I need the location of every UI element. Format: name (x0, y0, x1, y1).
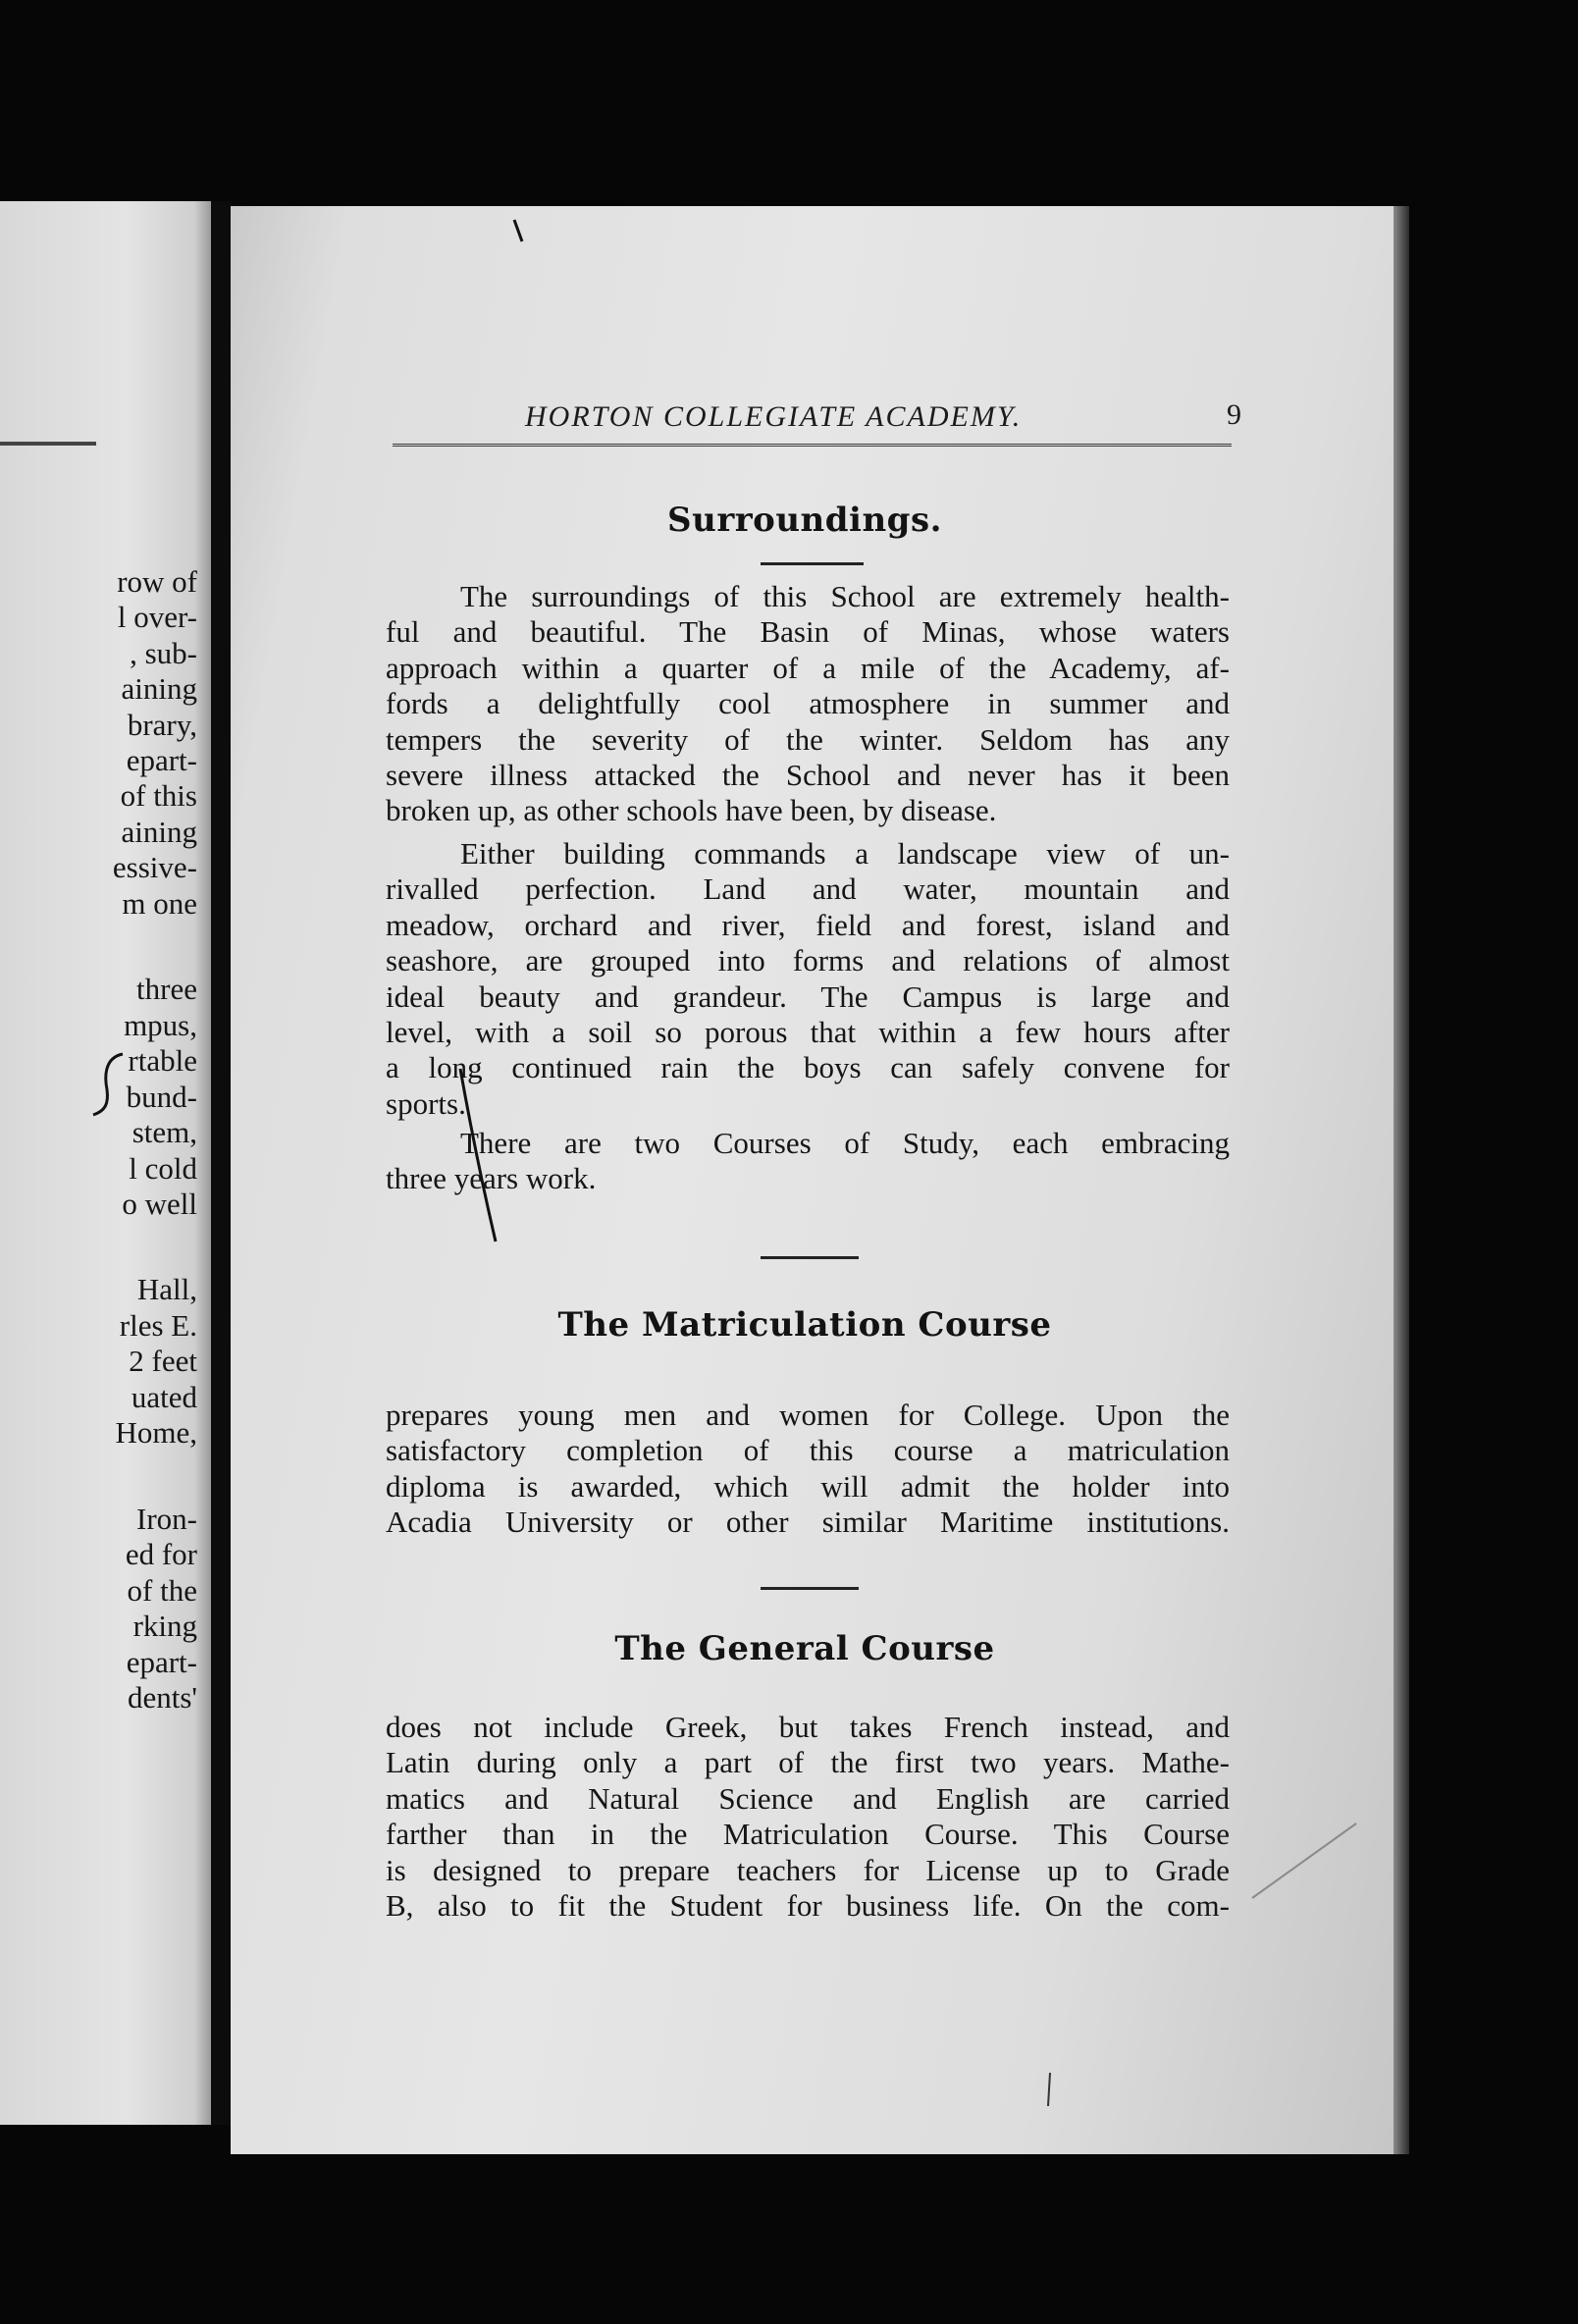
book-gutter (211, 201, 231, 2125)
left-page-fragment: Home, (115, 1415, 197, 1450)
left-page-fragment: l over- (117, 600, 197, 634)
text-line: matics and Natural Science and English are carried (386, 1780, 1230, 1816)
text-line: severe illness attacked the School and never has it been (386, 758, 1230, 793)
text-line: tempers the severity of the winter. Seldom has any (386, 721, 1230, 757)
text-line: broken up, as other schools have been, by disease. (386, 793, 997, 828)
left-page-fragment: rtable (128, 1043, 197, 1078)
left-page-fragment: 2 feet (129, 1344, 197, 1378)
left-page-fragment: dents' (127, 1680, 197, 1715)
heading-matriculation-course: The Matriculation Course (557, 1305, 1052, 1345)
left-page-fragment: row of (117, 564, 197, 599)
left-page-fragment: rking (132, 1609, 197, 1643)
text-line: three years work. (386, 1161, 597, 1196)
page-number: 9 (1227, 398, 1241, 431)
section-divider-1 (761, 1256, 859, 1259)
left-facing-page (0, 201, 211, 2125)
heading-general-course: The General Course (614, 1629, 995, 1668)
text-line: satisfactory completion of this course a matriculation (386, 1433, 1230, 1468)
left-page-fragment: bund- (126, 1080, 197, 1114)
left-page-fragment: uated (131, 1380, 197, 1414)
left-page-fragment: essive- (112, 850, 197, 884)
left-page-fragment: ed for (125, 1537, 197, 1571)
text-line: fords a delightfully cool atmosphere in summer and (386, 686, 1230, 721)
paragraph-surroundings-2 (386, 836, 1230, 1122)
text-line: meadow, orchard and river, field and forest, island and (386, 907, 1230, 942)
text-line: farther than in the Matriculation Course. This Course (386, 1817, 1230, 1852)
paragraph-matriculation-course (386, 1398, 1230, 1541)
left-page-fragment: l cold (129, 1151, 197, 1186)
left-page-fragment: epart- (126, 1645, 197, 1679)
left-page-fragment: aining (121, 815, 197, 849)
text-line: Latin during only a part of the first two years. Mathe- (386, 1745, 1230, 1780)
text-line: rivalled perfection. Land and water, mountain and (386, 872, 1230, 907)
text-line: Acadia University or other similar Maritime institutions. (386, 1505, 1230, 1540)
text-line: seashore, are grouped into forms and relations of almost (386, 943, 1230, 978)
paragraph-surroundings-3 (386, 1126, 1230, 1197)
left-page-fragment: aining (121, 671, 197, 706)
left-page-fragment: mpus, (124, 1008, 197, 1042)
heading-surroundings: Surroundings. (667, 501, 942, 540)
text-line: a long continued rain the boys can safely convene for (386, 1050, 1230, 1085)
left-page-fragment: Iron- (136, 1502, 197, 1536)
page-edge-shadow (1394, 206, 1409, 2154)
heading-underline-surroundings (761, 562, 864, 565)
text-line: B, also to fit the Student for business life. On the com- (386, 1888, 1230, 1924)
left-page-text-fragments (0, 201, 211, 2125)
left-page-fragment: rles E. (119, 1308, 197, 1343)
running-head-title: HORTON COLLEGIATE ACADEMY. (525, 400, 1023, 433)
text-line: The surroundings of this School are extremely health- (460, 579, 1230, 613)
text-line: is designed to prepare teachers for License up to Grade (386, 1852, 1230, 1887)
text-line: diploma is awarded, which will admit the holder into (386, 1468, 1230, 1504)
left-page-fragment: epart- (126, 743, 197, 777)
text-line: ideal beauty and grandeur. The Campus is large and (386, 978, 1230, 1014)
text-line: does not include Greek, but takes French instead, and (386, 1710, 1230, 1744)
text-line: sports. (386, 1085, 466, 1121)
left-page-fragment: , sub- (130, 636, 197, 670)
left-page-fragment: Hall, (136, 1272, 197, 1306)
running-head-rule (393, 444, 1232, 447)
text-line: prepares young men and women for College. Upon the (386, 1398, 1230, 1432)
left-page-fragment: of the (127, 1573, 197, 1608)
left-page-fragment: m one (122, 886, 197, 921)
paragraph-surroundings-1 (386, 579, 1230, 829)
left-page-fragment: brary, (127, 708, 197, 742)
left-page-fragment: stem, (132, 1115, 197, 1149)
paragraph-general-course (386, 1710, 1230, 1924)
left-page-fragment: o well (122, 1187, 197, 1221)
text-line: Either building commands a landscape view of un- (460, 836, 1230, 871)
text-line: level, with a soil so porous that within a few hours after (386, 1015, 1230, 1050)
left-page-fragment: of this (120, 778, 197, 813)
text-line: There are two Courses of Study, each embracing (460, 1126, 1230, 1160)
text-line: ful and beautiful. The Basin of Minas, whose waters (386, 614, 1230, 650)
running-head (525, 393, 1241, 442)
text-line: approach within a quarter of a mile of the Academy, af- (386, 650, 1230, 685)
section-divider-2 (761, 1587, 859, 1590)
left-page-fragment: three (136, 972, 197, 1006)
